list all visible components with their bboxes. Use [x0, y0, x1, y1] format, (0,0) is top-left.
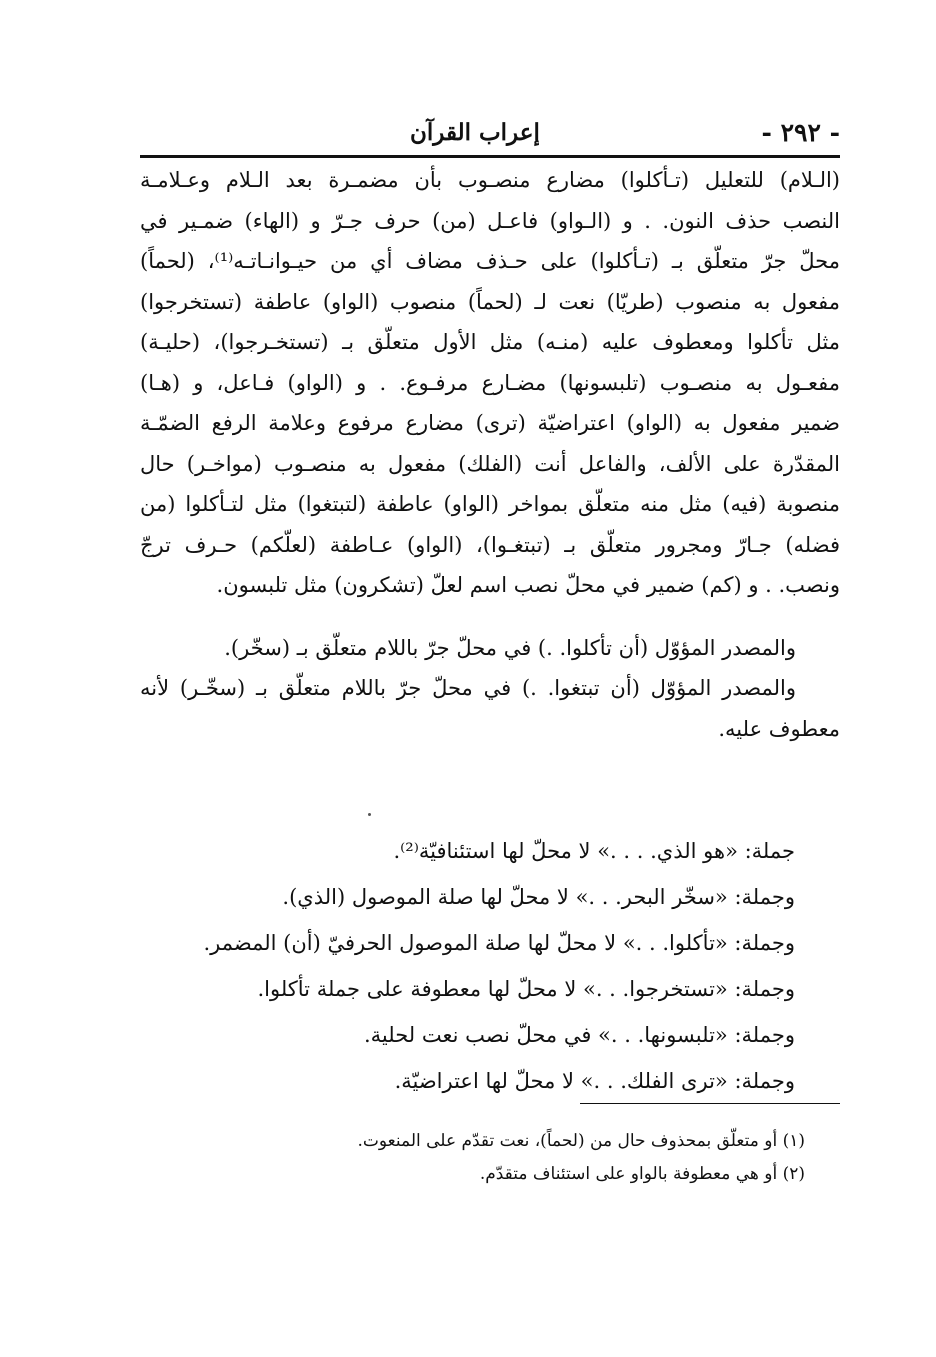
text-line: ضمير مفعول به (الواو) اعتراضيّة (ترى) مضارع مرفوع وعلامة الرفع الضمّـة: [140, 411, 840, 435]
paragraph-masdar-2: [140, 668, 840, 749]
text-line: منصوبة (فيه) مثل منه متعلّق بمواخر (الواو) عاطفة (لتبتغوا) مثل لتـأكلوا (من: [140, 492, 840, 516]
footnote: (٢) أو هي معطوفة بالواو على استئناف متقدّم.: [479, 1164, 805, 1184]
text-line: المقدّرة على الألف، والفاعل أنت (الفلك) مفعول به منصـوب (مواخـر) حال: [140, 451, 840, 476]
header-rule: [140, 155, 840, 158]
sentence-item: جملة: «هو الذي. . . .» لا محلّ لها استئنافيّة⁽²⁾.: [393, 839, 795, 863]
sentence-list: [140, 828, 795, 1104]
sentence-item: وجملة: «تستخرجوا. . .» لا محلّ لها معطوفة على جملة تأكلوا.: [257, 977, 795, 1001]
sentence-item: وجملة: «تلبسونها. . .» في محلّ نصب نعت لحلية.: [363, 1023, 795, 1047]
text-line: محلّ جرّ متعلّق بـ (تـأكلوا) على حـذف مضاف أي من حيـوانـاتـه⁽¹⁾، (لحماً): [140, 249, 840, 273]
text-line: ونصب. . و (كم) ضمير في محلّ نصب اسم لعلّ (تشكرون) مثل تلبسون.: [216, 573, 840, 597]
text-line: والمصدر المؤوّل (أن تأكلوا. .) في محلّ جرّ باللام متعلّق بـ (سخّر).: [224, 635, 796, 660]
main-text: [140, 160, 840, 749]
text-line: والمصدر المؤوّل (أن تبتغوا. .) في محلّ جرّ باللام متعلّق بـ (سخّـر) لأنه: [140, 676, 796, 700]
footnote: (١) أو متعلّق بمحذوف حال من (لحماً)، نعت تقدّم على المنعوت.: [357, 1131, 805, 1151]
text-line: مفعـول به منصـوب (تلبسونها) مضـارع مرفـوع. . و (الواو) فـاعل، و (هـا): [140, 370, 840, 395]
sentence-item: وجملة: «ترى الفلك. . .» لا محلّ لها اعتراضيّة.: [394, 1069, 795, 1093]
footnote-rule: [580, 1103, 840, 1104]
paragraph-masdar-1: [140, 628, 840, 669]
book-title: إعراب القرآن: [410, 118, 540, 146]
text-line: معطوف عليه.: [718, 716, 840, 741]
page-header: [140, 112, 840, 152]
sentence-item: وجملة: «سخّر البحر. . .» لا محلّ لها صلة الموصول (الذي).: [282, 885, 795, 909]
text-line: النصب حذف النون. . و (الـواو) فاعـل (من) حرف جـرّ و (الهاء) ضمـير في: [140, 208, 840, 233]
text-line: مفعول به منصوب (طريّا) نعت لـ (لحماً) منصوب (الواو) عاطفة (تستخرجوا): [140, 289, 840, 314]
page-number: - ٢٩٢ -: [761, 117, 840, 147]
sentence-item: وجملة: «تأكلوا. . .» لا محلّ لها صلة الموصول الحرفيّ (أن) المضمر.: [203, 931, 795, 955]
text-line: (الـلام) للتعليل (تـأكلوا) مضارع منصـوب بأن مضمـرة بعد الـلام وعـلامـة: [140, 168, 840, 192]
footnotes: [330, 1125, 805, 1191]
text-line: مثل تأكلوا ومعطوف عليه (منـه) مثل الأول متعلّق بـ (تستخـرجوا)، (حليـة): [140, 330, 840, 354]
paragraph-analysis: [140, 160, 840, 606]
print-speck: [368, 813, 371, 816]
text-line: فضله) جـارّ ومجرور متعلّق بـ (تبتغـوا)، (الواو) عـاطفة (لعلّكم) حـرف ترجّ: [140, 532, 840, 557]
